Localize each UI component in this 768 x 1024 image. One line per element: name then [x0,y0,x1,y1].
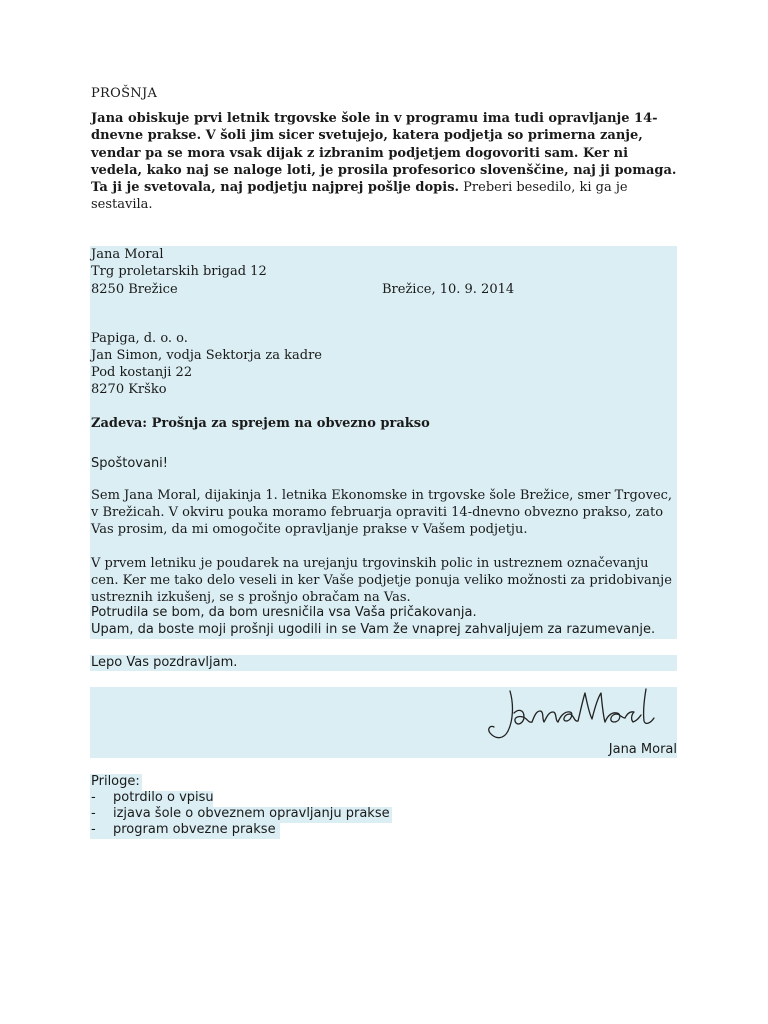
letter-salutation: Spoštovani! [91,456,169,471]
signed-name: Jana Moral [608,742,677,757]
recipient-city: 8270 Krško [91,382,167,397]
attachment-text: izjava šole o obveznem opravljanju prakse [113,806,390,821]
page-title: PROŠNJA [91,86,158,101]
letter-subject: Zadeva: Prošnja za sprejem na obvezno prakso [91,416,430,431]
handwritten-signature [484,685,666,743]
sender-city: 8250 Brežice [91,282,178,297]
attachment-item [91,822,276,838]
list-dash: - [91,806,96,821]
sender-street: Trg proletarskih brigad 12 [91,264,267,279]
recipient-person: Jan Simon, vodja Sektorja za kadre [91,348,322,363]
body-paragraph-2: V prvem letniku je poudarek na urejanju trgovinskih polic in ustreznem označevanju cen. Ker me tako delo veseli in ker Vaše podjetje ponuja veliko možnosti za pridobivanje ustreznih izkušenj, se s prošnjo obračam na Vas. [91,556,672,605]
intro-normal-text: Preberi besedilo, ki ga je sestavila. [91,180,628,213]
attachments-label: Priloge: [91,774,140,789]
intro-paragraph [91,110,681,214]
attachment-item [91,790,214,806]
attachment-item [91,806,390,822]
intro-bold-text: Jana obiskuje prvi letnik trgovske šole in v programu ima tudi opravljanje 14-dnevne prakse. V šoli jim sicer svetujejo, katera podjetja so primerna zanje, vendar pa se mora vsak dijak z izbranim podjetjem dogovoriti sam. Ker ni vedela, kako naj se naloge loti, je prosila profesorico slovenščine, naj ji pomaga. Ta ji je svetovala, naj podjetju najprej pošlje dopis. [91,111,677,196]
letter-closing: Lepo Vas pozdravljam. [91,655,238,670]
attachment-text: program obvezne prakse [113,822,276,837]
recipient-street: Pod kostanji 22 [91,365,193,380]
list-dash: - [91,822,96,837]
recipient-company: Papiga, d. o. o. [91,331,188,346]
body-paragraph-4: Upam, da boste moji prošnji ugodili in se Vam že vnaprej zahvaljujem za razumevanje. [91,622,656,637]
sender-name: Jana Moral [91,247,164,262]
list-dash: - [91,790,96,805]
body-paragraph-1: Sem Jana Moral, dijakinja 1. letnika Ekonomske in trgovske šole Brežice, smer Trgovec, v Brežicah. V okviru pouka moramo februarja opraviti 14-dnevno obvezno prakso, zato Vas prosim, da mi omogočite opravljanje prakse v Vašem podjetju. [91,488,673,537]
body-paragraph-3: Potrudila se bom, da bom uresničila vsa Vaša pričakovanja. [91,605,477,620]
letter-date: Brežice, 10. 9. 2014 [382,282,515,297]
attachment-text: potrdilo o vpisu [113,790,214,805]
